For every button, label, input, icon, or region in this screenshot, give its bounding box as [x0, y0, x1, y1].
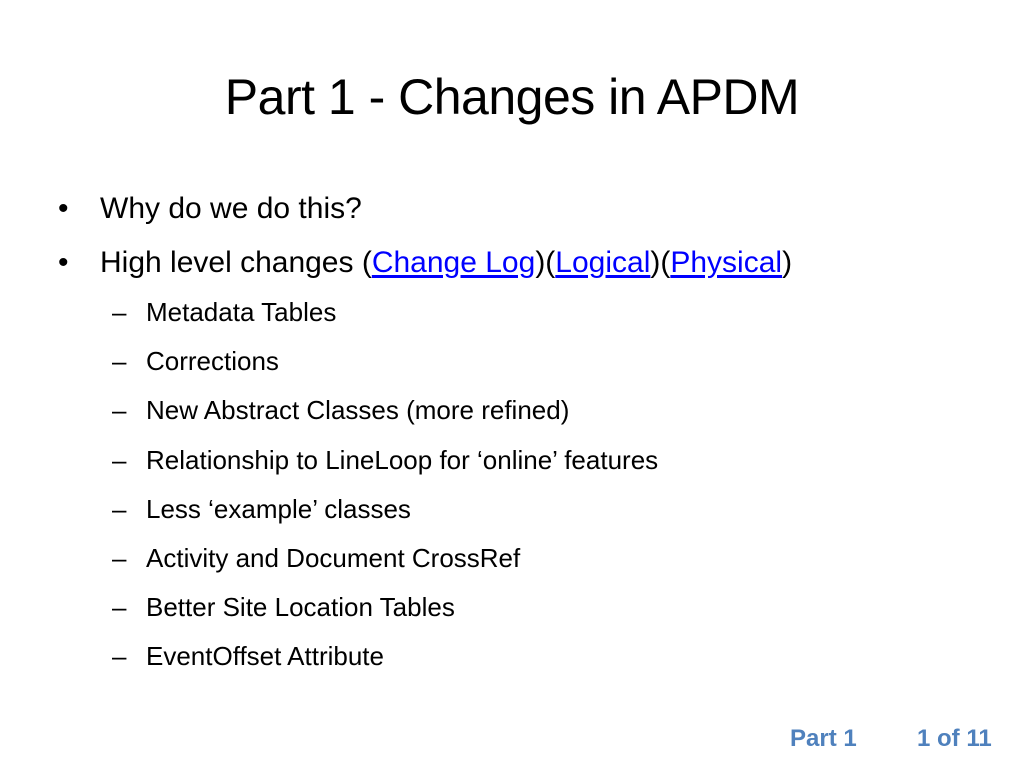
- sub-bullet-eventoffset: [58, 636, 998, 685]
- sub-bullet-corrections: [58, 341, 998, 390]
- sub-bullet-text: Activity and Document CrossRef: [146, 542, 521, 573]
- sub-bullet-dash: –: [112, 444, 127, 475]
- sub-bullet-lineloop: [58, 440, 998, 489]
- sub-bullet-dash: –: [112, 395, 127, 426]
- bullet-text: Why do we do this?: [100, 192, 362, 225]
- bullet-why: [58, 184, 998, 238]
- sub-bullet-text: Relationship to LineLoop for ‘online’ features: [146, 444, 659, 475]
- bullet-dot: •: [58, 246, 69, 279]
- sub-bullet-dash: –: [112, 346, 127, 377]
- footer-page-number: 1 of 11: [917, 725, 992, 752]
- link-separator: )(: [535, 246, 556, 279]
- sub-bullet-crossref: [58, 538, 998, 587]
- sub-bullet-text: Metadata Tables: [146, 297, 337, 327]
- sub-bullet-dash: –: [112, 641, 127, 672]
- bullet-text: [100, 238, 792, 288]
- physical-link[interactable]: Physical: [670, 246, 783, 279]
- link-separator: )(: [650, 246, 671, 279]
- sub-bullet-text: Better Site Location Tables: [146, 592, 455, 623]
- sub-bullet-site-location: [58, 587, 998, 636]
- sub-bullet-dash: –: [112, 297, 127, 327]
- change-log-link[interactable]: Change Log: [371, 246, 536, 279]
- sub-bullet-text: EventOffset Attribute: [146, 641, 384, 672]
- sub-bullet-dash: –: [112, 542, 127, 573]
- sub-bullet-dash: –: [112, 493, 127, 524]
- sub-bullet-example-classes: [58, 489, 998, 538]
- sub-bullet-text: Corrections: [146, 346, 279, 377]
- slide-title: Part 1 - Changes in APDM: [224, 69, 800, 125]
- footer-section-label: Part 1: [790, 725, 857, 752]
- bullet-suffix: ): [782, 246, 793, 279]
- sub-bullet-metadata-tables: [58, 292, 998, 341]
- slide-body: [58, 184, 998, 686]
- bullet-prefix: High level changes (: [100, 246, 372, 279]
- sub-bullet-dash: –: [112, 592, 127, 623]
- sub-bullet-text: Less ‘example’ classes: [146, 493, 411, 524]
- bullet-high-level-changes: [58, 238, 998, 292]
- sub-bullet-abstract-classes: [58, 390, 998, 439]
- sub-bullet-text: New Abstract Classes (more refined): [146, 395, 570, 426]
- bullet-dot: •: [58, 192, 69, 225]
- logical-link[interactable]: Logical: [555, 246, 651, 279]
